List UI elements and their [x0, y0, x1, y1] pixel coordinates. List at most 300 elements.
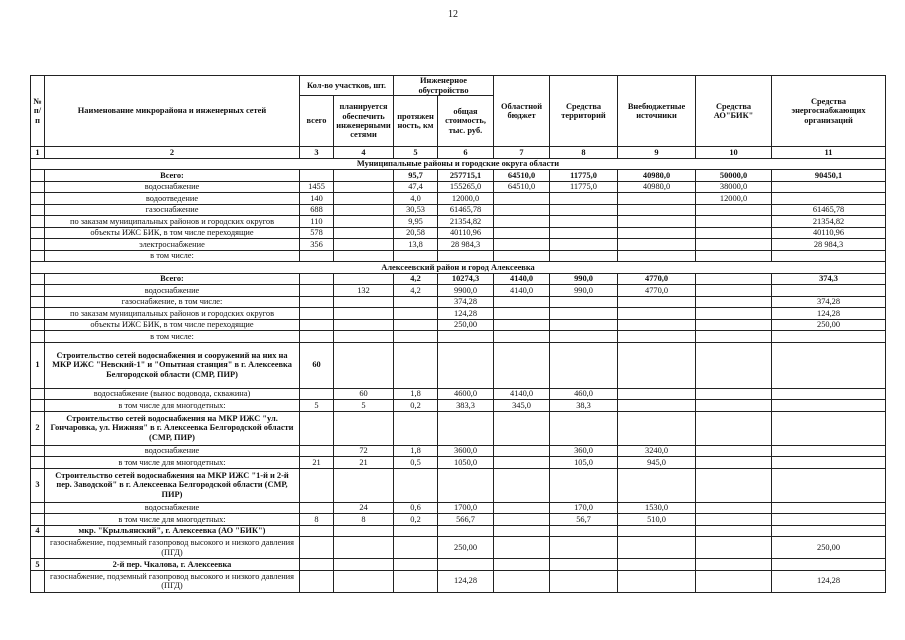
table-cell: [772, 400, 886, 412]
table-cell: [550, 331, 618, 343]
table-cell: 90450,1: [772, 170, 886, 182]
table-cell: [334, 468, 394, 502]
table-cell: [618, 525, 696, 537]
table-cell: 0,2: [394, 400, 438, 412]
header-plots-group: Кол-во участков, шт.: [300, 76, 394, 96]
table-cell: 40110,96: [438, 227, 494, 239]
table-cell: [494, 319, 550, 331]
table-cell: [550, 525, 618, 537]
table-cell: 12000,0: [696, 193, 772, 205]
table-cell: объекты ИЖС БИК, в том числе переходящие: [45, 227, 300, 239]
table-cell: [300, 273, 334, 285]
table-cell: [31, 170, 45, 182]
table-cell: [772, 559, 886, 571]
table-cell: [31, 457, 45, 469]
table-cell: [494, 308, 550, 320]
project-row: [31, 525, 886, 537]
table-cell: водоснабжение: [45, 445, 300, 457]
table-cell: водоснабжение: [45, 502, 300, 514]
table-cell: 1050,0: [438, 457, 494, 469]
table-cell: 578: [300, 227, 334, 239]
table-cell: [550, 193, 618, 205]
table-cell: [772, 388, 886, 400]
table-cell: [300, 537, 334, 559]
table-cell: 2: [31, 411, 45, 445]
table-cell: мкр. "Крыльянский", г. Алексеевка (АО "БИК"): [45, 525, 300, 537]
table-cell: [394, 411, 438, 445]
table-cell: [772, 193, 886, 205]
table-cell: [438, 342, 494, 388]
table-cell: [696, 559, 772, 571]
table-cell: 3240,0: [618, 445, 696, 457]
table-cell: 4,0: [394, 193, 438, 205]
column-number: 10: [696, 147, 772, 159]
table-cell: 250,00: [438, 537, 494, 559]
table-cell: [31, 216, 45, 228]
table-cell: водоотведение: [45, 193, 300, 205]
table-cell: [696, 285, 772, 297]
table-cell: [31, 273, 45, 285]
table-cell: [494, 457, 550, 469]
project-row: [31, 411, 886, 445]
table-cell: [696, 411, 772, 445]
table-cell: 374,3: [772, 273, 886, 285]
header-bik-funds: Средства АО"БИК": [696, 76, 772, 147]
table-cell: [300, 570, 334, 592]
table-cell: [438, 411, 494, 445]
table-cell: 12000,0: [438, 193, 494, 205]
table-cell: [394, 331, 438, 343]
table-cell: [31, 285, 45, 297]
table-cell: [394, 570, 438, 592]
table-cell: [31, 308, 45, 320]
table-cell: [300, 331, 334, 343]
table-cell: [494, 239, 550, 251]
table-cell: [696, 296, 772, 308]
table-cell: газоснабжение, подземный газопровод высокого и низкого давления (ПГД): [45, 570, 300, 592]
table-cell: [31, 537, 45, 559]
table-cell: [696, 204, 772, 216]
table-cell: [31, 445, 45, 457]
table-cell: 9900,0: [438, 285, 494, 297]
header-infra-group: Инженерное обустройство: [394, 76, 494, 96]
table-cell: 61465,78: [772, 204, 886, 216]
table-cell: 38000,0: [696, 181, 772, 193]
page-number: 12: [448, 9, 458, 20]
table-cell: 124,28: [438, 308, 494, 320]
table-row: [31, 388, 886, 400]
table-cell: 110: [300, 216, 334, 228]
table-cell: [31, 331, 45, 343]
section-row: [31, 262, 886, 274]
table-cell: 61465,78: [438, 204, 494, 216]
table-cell: 155265,0: [438, 181, 494, 193]
table-row: [31, 319, 886, 331]
table-cell: 21354,82: [438, 216, 494, 228]
table-cell: 990,0: [550, 285, 618, 297]
table-cell: [494, 514, 550, 526]
column-number: 1: [31, 147, 45, 159]
table-cell: [334, 331, 394, 343]
table-cell: [618, 296, 696, 308]
header-infra-length: протяжен ность, км: [394, 96, 438, 147]
table-cell: [494, 411, 550, 445]
table-cell: [618, 204, 696, 216]
table-cell: [550, 250, 618, 262]
table-cell: 8: [300, 514, 334, 526]
table-cell: 3: [31, 468, 45, 502]
table-cell: 356: [300, 239, 334, 251]
table-cell: [300, 319, 334, 331]
table-cell: 4,2: [394, 273, 438, 285]
table-cell: [550, 342, 618, 388]
table-cell: 60: [334, 388, 394, 400]
table-cell: [31, 570, 45, 592]
table-cell: 4: [31, 525, 45, 537]
table-cell: [438, 468, 494, 502]
table-cell: [618, 411, 696, 445]
table-cell: [300, 388, 334, 400]
table-cell: 945,0: [618, 457, 696, 469]
table-cell: 124,28: [772, 308, 886, 320]
table-cell: [618, 400, 696, 412]
table-cell: 21: [300, 457, 334, 469]
table-cell: [696, 514, 772, 526]
table-cell: [31, 193, 45, 205]
table-cell: 50000,0: [696, 170, 772, 182]
table-row: [31, 216, 886, 228]
table-cell: [394, 468, 438, 502]
table-cell: [696, 537, 772, 559]
table-cell: 95,7: [394, 170, 438, 182]
header-name: Наименование микрорайона и инженерных сетей: [45, 76, 300, 147]
table-cell: 4140,0: [494, 388, 550, 400]
table-cell: [772, 525, 886, 537]
header-extrabudget: Внебюджетные источники: [618, 76, 696, 147]
table-cell: [618, 308, 696, 320]
table-cell: 64510,0: [494, 170, 550, 182]
table-cell: 60: [300, 342, 334, 388]
table-cell: [618, 250, 696, 262]
table-cell: 140: [300, 193, 334, 205]
table-cell: [696, 445, 772, 457]
table-cell: Строительство сетей водоснабжения на МКР ИЖС "1-й и 2-й пер. Заводской" в г. Алексеевка Белгородской области (СМР, ПИР): [45, 468, 300, 502]
table-cell: 1: [31, 342, 45, 388]
table-cell: Всего:: [45, 273, 300, 285]
table-cell: [334, 570, 394, 592]
table-row: [31, 285, 886, 297]
table-cell: 20,58: [394, 227, 438, 239]
table-cell: 40980,0: [618, 170, 696, 182]
table-cell: [494, 193, 550, 205]
total-row: [31, 273, 886, 285]
table-cell: в том числе для многодетных:: [45, 514, 300, 526]
table-cell: 1,8: [394, 445, 438, 457]
table-cell: [494, 227, 550, 239]
table-cell: [394, 537, 438, 559]
table-cell: [31, 204, 45, 216]
table-cell: [696, 273, 772, 285]
section-title: Муниципальные районы и городские округа области: [31, 158, 886, 170]
table-cell: 688: [300, 204, 334, 216]
table-cell: [772, 342, 886, 388]
table-cell: 10274,3: [438, 273, 494, 285]
table-cell: 11775,0: [550, 170, 618, 182]
header-plots-total: всего: [300, 96, 334, 147]
table-cell: 8: [334, 514, 394, 526]
table-cell: 132: [334, 285, 394, 297]
table-cell: [31, 514, 45, 526]
table-cell: [438, 331, 494, 343]
table-cell: 9,95: [394, 216, 438, 228]
table-cell: [334, 273, 394, 285]
table-cell: [334, 181, 394, 193]
table-cell: [31, 250, 45, 262]
table-cell: [494, 331, 550, 343]
table-cell: 374,28: [772, 296, 886, 308]
table-cell: 4600,0: [438, 388, 494, 400]
table-cell: 21: [334, 457, 394, 469]
table-cell: 30,53: [394, 204, 438, 216]
table-cell: [334, 411, 394, 445]
table-cell: 4140,0: [494, 285, 550, 297]
table-row: [31, 331, 886, 343]
table-cell: [300, 285, 334, 297]
table-cell: [772, 285, 886, 297]
table-cell: [550, 296, 618, 308]
table-cell: 11775,0: [550, 181, 618, 193]
table-row: [31, 250, 886, 262]
table-cell: [618, 559, 696, 571]
table-cell: [334, 296, 394, 308]
table-cell: [618, 216, 696, 228]
table-cell: 13,8: [394, 239, 438, 251]
table-cell: [31, 181, 45, 193]
table-cell: 360,0: [550, 445, 618, 457]
table-row: [31, 181, 886, 193]
table-cell: 5: [334, 400, 394, 412]
table-cell: 257715,1: [438, 170, 494, 182]
table-cell: [334, 537, 394, 559]
table-cell: Всего:: [45, 170, 300, 182]
table-cell: [550, 308, 618, 320]
table-cell: [300, 308, 334, 320]
table-cell: [300, 468, 334, 502]
column-number: 9: [618, 147, 696, 159]
table-cell: 1455: [300, 181, 334, 193]
table-cell: 0,6: [394, 502, 438, 514]
table-cell: [300, 445, 334, 457]
table-cell: [494, 216, 550, 228]
table-cell: 566,7: [438, 514, 494, 526]
column-number: 6: [438, 147, 494, 159]
table-cell: 124,28: [772, 570, 886, 592]
table-cell: [772, 502, 886, 514]
table-cell: [300, 502, 334, 514]
table-cell: [300, 559, 334, 571]
table-cell: [394, 342, 438, 388]
table-row: [31, 537, 886, 559]
table-cell: 5: [300, 400, 334, 412]
table-cell: [550, 411, 618, 445]
table-cell: [494, 502, 550, 514]
table-cell: [300, 296, 334, 308]
table-cell: [31, 296, 45, 308]
table-cell: 345,0: [494, 400, 550, 412]
table-cell: [438, 250, 494, 262]
table-cell: [618, 388, 696, 400]
table-cell: [334, 342, 394, 388]
table-cell: [550, 468, 618, 502]
table-cell: в том числе:: [45, 250, 300, 262]
table-cell: [494, 468, 550, 502]
table-cell: 510,0: [618, 514, 696, 526]
table-cell: электроснабжение: [45, 239, 300, 251]
table-cell: 105,0: [550, 457, 618, 469]
table-cell: 2-й пер. Чкалова, г. Алексеевка: [45, 559, 300, 571]
table-cell: [772, 411, 886, 445]
table-cell: [494, 559, 550, 571]
table-cell: [334, 227, 394, 239]
table-cell: [550, 239, 618, 251]
table-cell: [618, 227, 696, 239]
column-number: 5: [394, 147, 438, 159]
table-row: [31, 227, 886, 239]
column-number: 4: [334, 147, 394, 159]
table-cell: [550, 570, 618, 592]
table-cell: 4770,0: [618, 285, 696, 297]
table-cell: [494, 570, 550, 592]
table-cell: объекты ИЖС БИК, в том числе переходящие: [45, 319, 300, 331]
table-cell: 56,7: [550, 514, 618, 526]
table-cell: [696, 331, 772, 343]
table-cell: водоснабжение: [45, 285, 300, 297]
table-cell: водоснабжение: [45, 181, 300, 193]
table-cell: в том числе для многодетных:: [45, 457, 300, 469]
column-number: 11: [772, 147, 886, 159]
header-regional-budget: Областной бюджет: [494, 76, 550, 147]
table-cell: в том числе:: [45, 331, 300, 343]
table-cell: 250,00: [438, 319, 494, 331]
table-cell: 38,3: [550, 400, 618, 412]
table-cell: [438, 559, 494, 571]
table-cell: 1530,0: [618, 502, 696, 514]
table-cell: [494, 204, 550, 216]
table-cell: [394, 525, 438, 537]
table-cell: [696, 468, 772, 502]
table-cell: 0,5: [394, 457, 438, 469]
table-cell: 3600,0: [438, 445, 494, 457]
table-cell: 40980,0: [618, 181, 696, 193]
table-cell: 21354,82: [772, 216, 886, 228]
table-cell: [494, 296, 550, 308]
table-cell: [696, 570, 772, 592]
project-row: [31, 559, 886, 571]
table-cell: 4770,0: [618, 273, 696, 285]
table-cell: газоснабжение, в том числе:: [45, 296, 300, 308]
table-cell: 47,4: [394, 181, 438, 193]
table-cell: [550, 216, 618, 228]
table-cell: [31, 227, 45, 239]
header-infra-cost: общая стоимость, тыс. руб.: [438, 96, 494, 147]
table-cell: 374,28: [438, 296, 494, 308]
table-cell: Строительство сетей водоснабжения на МКР ИЖС "ул. Гончаровка, ул. Нижняя" в г. Алексеевка Белгородской области (СМР, ПИР): [45, 411, 300, 445]
table-cell: [31, 502, 45, 514]
table-cell: [696, 342, 772, 388]
table-cell: [550, 537, 618, 559]
table-cell: [696, 239, 772, 251]
table-cell: [300, 250, 334, 262]
table-cell: [394, 559, 438, 571]
table-cell: [394, 250, 438, 262]
table-cell: [772, 181, 886, 193]
table-cell: [31, 400, 45, 412]
table-cell: 250,00: [772, 537, 886, 559]
table-cell: 24: [334, 502, 394, 514]
table-cell: [618, 537, 696, 559]
table-cell: [550, 559, 618, 571]
table-cell: [696, 525, 772, 537]
table-cell: газоснабжение, подземный газопровод высокого и низкого давления (ПГД): [45, 537, 300, 559]
table-cell: [31, 319, 45, 331]
table-cell: водоснабжение (вынос водовода, скважина): [45, 388, 300, 400]
table-row: [31, 239, 886, 251]
header-plots-planned: планируется обеспечить инженерными сетями: [334, 96, 394, 147]
table-cell: 28 984,3: [438, 239, 494, 251]
table-cell: [618, 193, 696, 205]
table-cell: 170,0: [550, 502, 618, 514]
table-cell: [494, 525, 550, 537]
table-cell: [334, 170, 394, 182]
table-row: [31, 502, 886, 514]
table-cell: [334, 319, 394, 331]
table-cell: [394, 319, 438, 331]
table-cell: [334, 204, 394, 216]
table-cell: [550, 204, 618, 216]
table-cell: [300, 170, 334, 182]
header-num: № п/п: [31, 76, 45, 147]
table-cell: [394, 308, 438, 320]
table-cell: [696, 388, 772, 400]
table-cell: [550, 227, 618, 239]
table-cell: [696, 308, 772, 320]
table-cell: [618, 570, 696, 592]
table-cell: [772, 250, 886, 262]
column-number: 3: [300, 147, 334, 159]
funding-table: [30, 75, 886, 593]
table-cell: [696, 400, 772, 412]
table-cell: [618, 331, 696, 343]
table-cell: [334, 216, 394, 228]
table-row: [31, 308, 886, 320]
table-cell: газоснабжение: [45, 204, 300, 216]
table-cell: [334, 308, 394, 320]
table-cell: [494, 250, 550, 262]
table-cell: [696, 216, 772, 228]
table-cell: 4,2: [394, 285, 438, 297]
table-cell: [334, 559, 394, 571]
table-cell: [696, 250, 772, 262]
table-cell: [772, 457, 886, 469]
table-cell: 1,8: [394, 388, 438, 400]
table-cell: [334, 239, 394, 251]
table-row: [31, 514, 886, 526]
table-cell: [394, 296, 438, 308]
column-number: 7: [494, 147, 550, 159]
table-cell: [772, 468, 886, 502]
table-row: [31, 400, 886, 412]
table-cell: [618, 468, 696, 502]
